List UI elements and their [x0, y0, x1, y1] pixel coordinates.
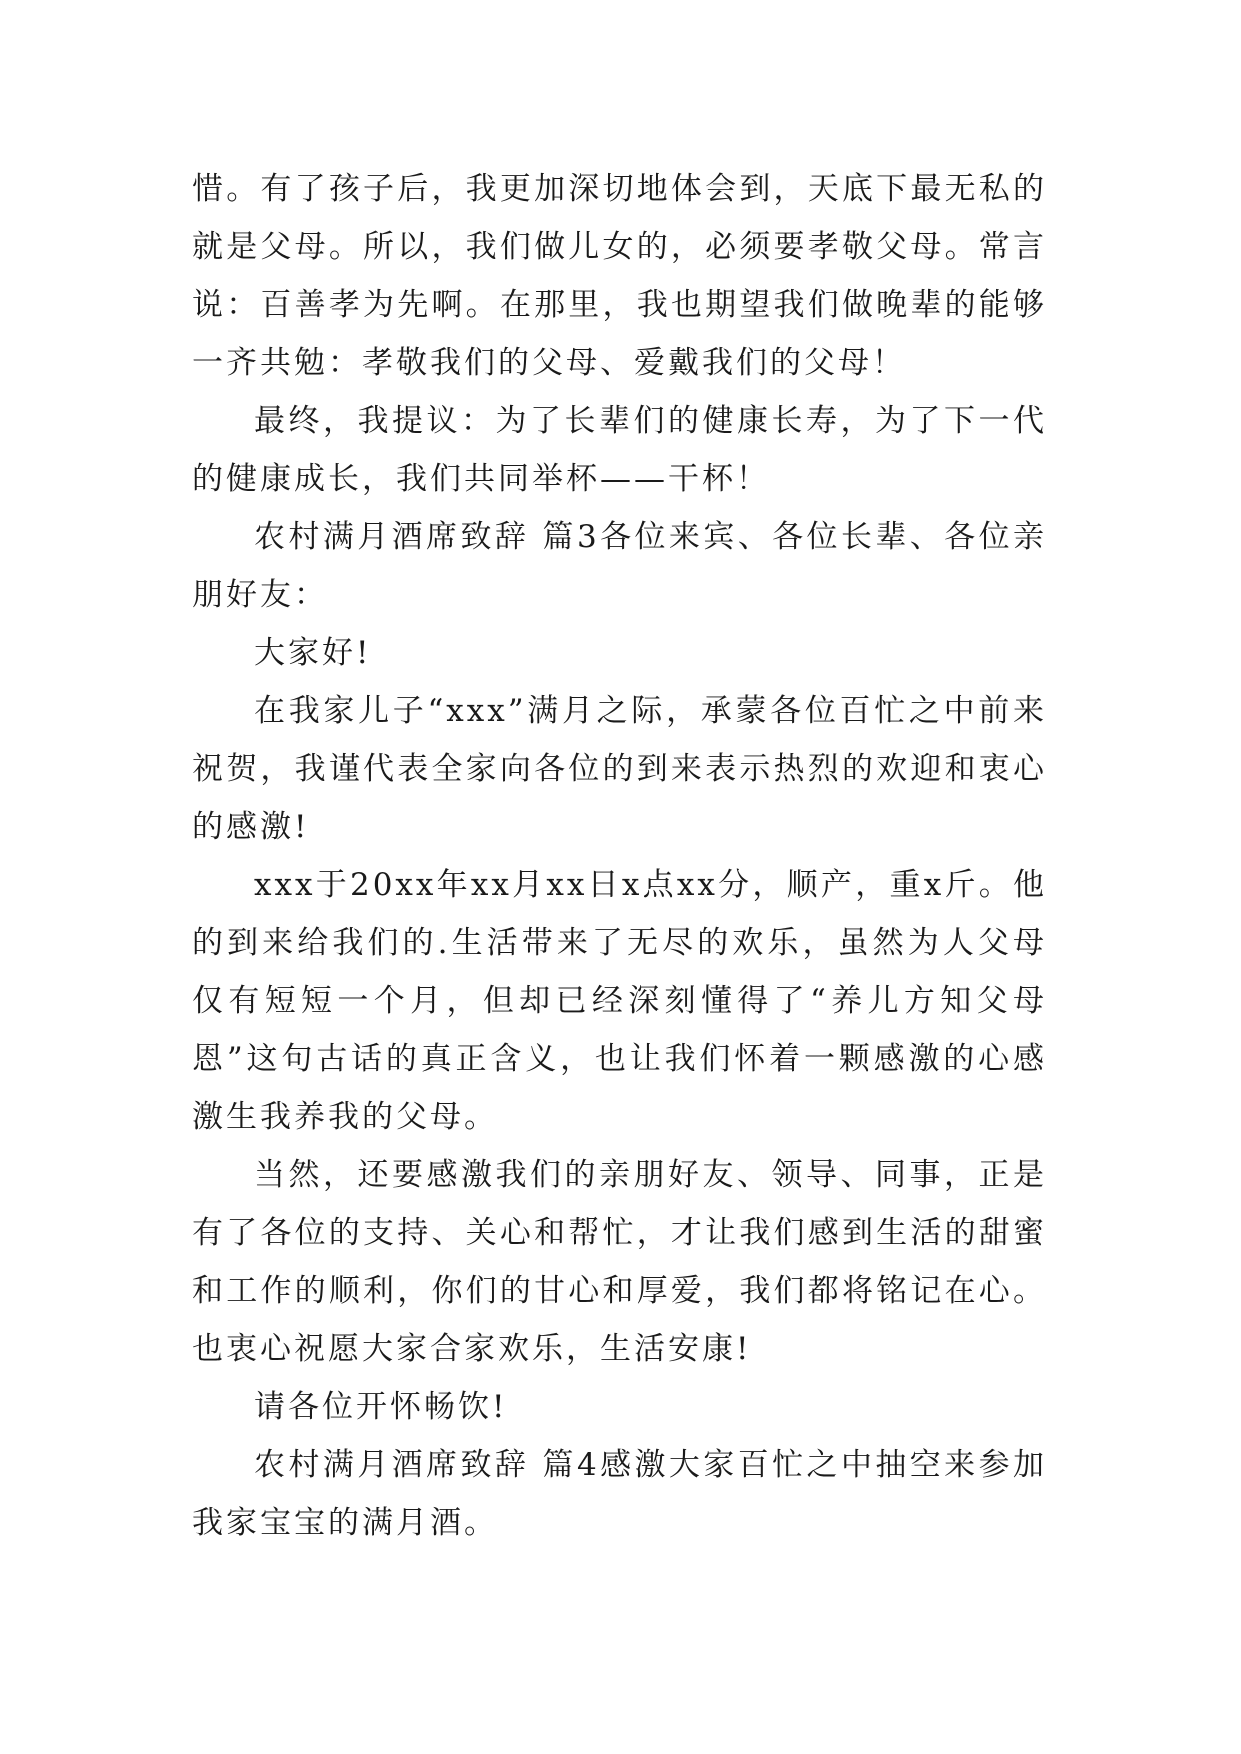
document-body	[192, 160, 1047, 1552]
paragraph-greeting: 大家好!	[254, 635, 372, 671]
paragraph-section-3-heading: 农村满月酒席致辞 篇3各位来宾、各位长辈、各位亲朋好友：	[192, 519, 1047, 613]
paragraph-section-4-heading: 农村满月酒席致辞 篇4感激大家百忙之中抽空来参加我家宝宝的满月酒。	[192, 1447, 1047, 1541]
paragraph-welcome: 在我家儿子“xxx”满月之际，承蒙各位百忙之中前来祝贺，我谨代表全家向各位的到来表示热烈的欢迎和衷心的感激!	[192, 693, 1047, 845]
paragraph-birth-announcement: xxx于20xx年xx月xx日x点xx分，顺产，重x斤。他的到来给我们的.生活带来了无尽的欢乐，虽然为人父母仅有短短一个月，但却已经深刻懂得了“养儿方知父母恩”这句古话的真正含义，也让我们怀着一颗感激的心感激生我养我的父母。	[192, 867, 1047, 1135]
paragraph-continued: 惜。有了孩子后，我更加深切地体会到，天底下最无私的就是父母。所以，我们做儿女的，必须要孝敬父母。常言说：百善孝为先啊。在那里，我也期望我们做晚辈的能够一齐共勉：孝敬我们的父母、爱戴我们的父母！	[192, 171, 1047, 381]
paragraph-toast: 最终，我提议：为了长辈们的健康长寿，为了下一代的健康成长，我们共同举杯——干杯！	[192, 403, 1047, 497]
paragraph-cheers: 请各位开怀畅饮!	[254, 1389, 508, 1425]
paragraph-thanks: 当然，还要感激我们的亲朋好友、领导、同事，正是有了各位的支持、关心和帮忙，才让我们感到生活的甜蜜和工作的顺利，你们的甘心和厚爱，我们都将铭记在心。也衷心祝愿大家合家欢乐，生活安康!	[192, 1157, 1047, 1367]
